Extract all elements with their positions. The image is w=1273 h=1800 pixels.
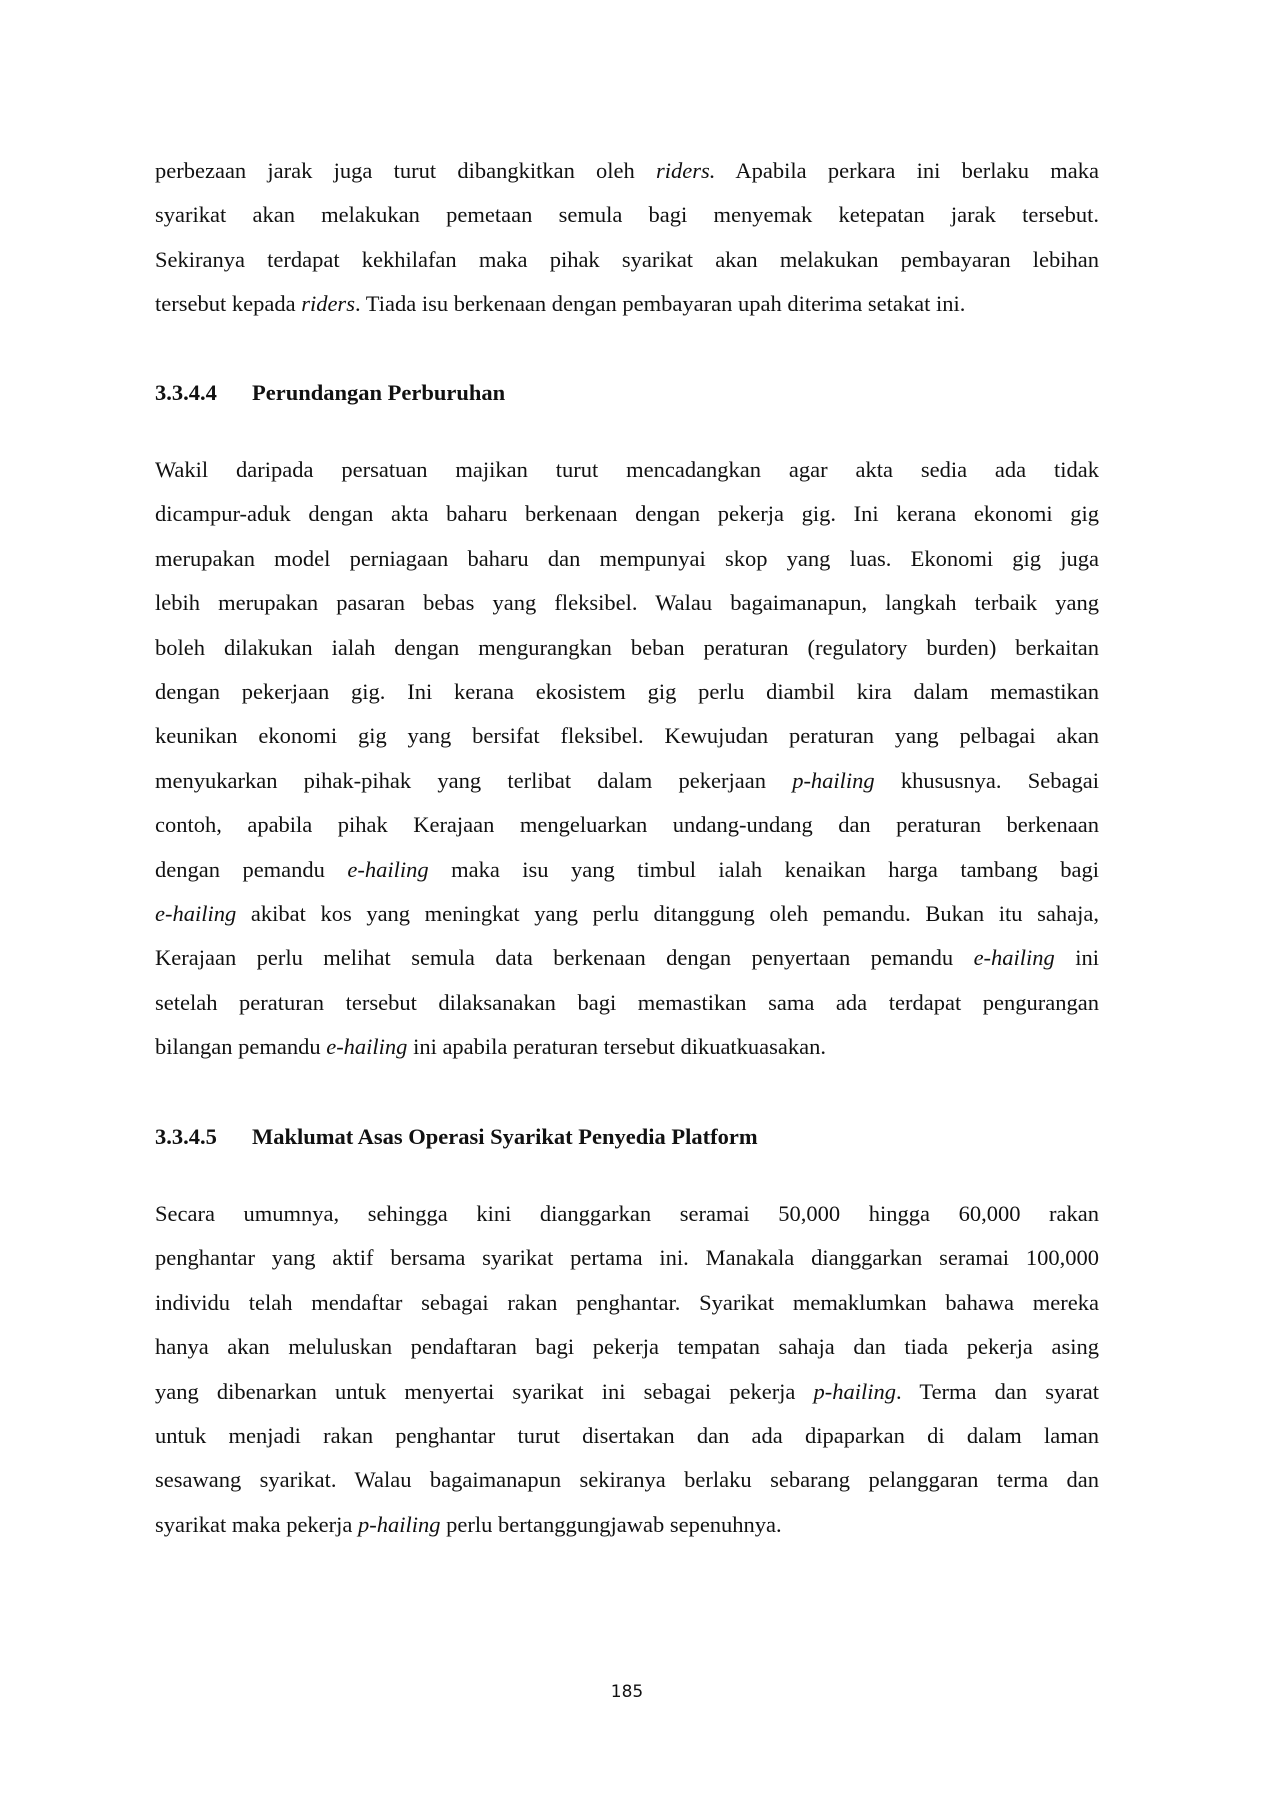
- text-line: [155, 1414, 1099, 1458]
- text-line: [155, 282, 1099, 326]
- text-line: [155, 581, 1099, 625]
- text-run: maka isu yang timbul ialah kenaikan harga tambang bagi: [428, 856, 1100, 882]
- text-line: [155, 149, 1099, 193]
- text-line: [155, 936, 1099, 980]
- italic-term: riders.: [656, 158, 716, 183]
- text-run: akibat kos yang meningkat yang perlu ditanggung oleh pemandu. Bukan itu sahaja,: [236, 900, 1099, 926]
- text-run: menyukarkan pihak-pihak yang terlibat dalam pekerjaan: [155, 767, 793, 793]
- paragraph-1: [155, 149, 1099, 327]
- text-line: [155, 1370, 1099, 1414]
- text-run: Apabila perkara ini berlaku maka: [715, 158, 1099, 183]
- italic-term: p-hailing: [792, 767, 875, 793]
- text-line: [155, 670, 1099, 714]
- section-number: 3.3.4.4: [155, 380, 217, 405]
- text-line: [155, 193, 1099, 237]
- text-line: [155, 1503, 1099, 1547]
- text-line: [155, 492, 1099, 536]
- text-run: syarikat maka pekerja: [155, 1511, 359, 1537]
- text-run: hanya akan meluluskan pendaftaran bagi pekerja tempatan sahaja dan tiada pekerja asing: [155, 1334, 1099, 1360]
- text-run: Kerajaan perlu melihat semula data berkenaan dengan penyertaan pemandu: [155, 945, 974, 971]
- text-run: contoh, apabila pihak Kerajaan mengeluarkan undang-undang dan peraturan berkenaan: [155, 812, 1099, 838]
- text-line: [155, 1025, 1099, 1069]
- text-run: Secara umumnya, sehingga kini dianggarkan seramai 50,000 hingga 60,000 rakan: [155, 1201, 1099, 1226]
- italic-term: e-hailing: [155, 900, 237, 926]
- paragraph-2: [155, 448, 1099, 1069]
- text-run: individu telah mendaftar sebagai rakan penghantar. Syarikat memaklumkan bahawa mereka: [155, 1289, 1099, 1315]
- text-run: khususnya. Sebagai: [874, 767, 1099, 793]
- section-title: Perundangan Perburuhan: [252, 380, 506, 405]
- text-run: bilangan pemandu: [155, 1034, 327, 1060]
- italic-term: riders: [301, 291, 355, 317]
- text-line: [155, 1281, 1099, 1325]
- section-number: 3.3.4.5: [155, 1124, 217, 1149]
- text-line: [155, 1236, 1099, 1280]
- text-run: keunikan ekonomi gig yang bersifat fleksibel. Kewujudan peraturan yang pelbagai akan: [155, 723, 1099, 749]
- text-line: [155, 759, 1099, 803]
- text-run: untuk menjadi rakan penghantar turut disertakan dan ada dipaparkan di dalam laman: [155, 1422, 1099, 1448]
- text-line: [155, 537, 1099, 581]
- text-line: [155, 626, 1099, 670]
- italic-term: e-hailing: [326, 1034, 408, 1060]
- text-line: [155, 803, 1099, 847]
- italic-term: p-hailing: [813, 1378, 897, 1404]
- paragraph-3: [155, 1192, 1099, 1547]
- text-line: [155, 448, 1099, 492]
- text-run: tersebut kepada: [155, 291, 302, 317]
- text-run: lebih merupakan pasaran bebas yang fleksibel. Walau bagaimanapun, langkah terbaik yang: [155, 590, 1099, 616]
- text-line: [155, 1458, 1099, 1502]
- text-run: penghantar yang aktif bersama syarikat pertama ini. Manakala dianggarkan seramai 100,000: [155, 1245, 1099, 1271]
- italic-term: p-hailing: [358, 1511, 441, 1537]
- text-run: . Terma dan syarat: [896, 1378, 1099, 1404]
- page-number: 185: [610, 1682, 644, 1702]
- section-heading-3-3-4-4: [155, 371, 505, 415]
- text-line: [155, 848, 1099, 892]
- text-run: Sekiranya terdapat kekhilafan maka pihak syarikat akan melakukan pembayaran lebihan: [155, 246, 1099, 272]
- text-run: . Tiada isu berkenaan dengan pembayaran upah diterima setakat ini.: [354, 291, 966, 317]
- section-title: Maklumat Asas Operasi Syarikat Penyedia Platform: [252, 1124, 758, 1149]
- text-run: Wakil daripada persatuan majikan turut mencadangkan agar akta sedia ada tidak: [155, 457, 1099, 482]
- text-line: [155, 1192, 1099, 1236]
- text-run: merupakan model perniagaan baharu dan mempunyai skop yang luas. Ekonomi gig juga: [155, 545, 1099, 571]
- text-line: [155, 1325, 1099, 1369]
- text-run: ini: [1054, 945, 1099, 971]
- italic-term: e-hailing: [347, 856, 429, 882]
- text-run: syarikat akan melakukan pemetaan semula bagi menyemak ketepatan jarak tersebut.: [155, 202, 1099, 228]
- text-run: dengan pemandu: [155, 856, 348, 882]
- text-line: [155, 238, 1099, 282]
- text-run: perbezaan jarak juga turut dibangkitkan oleh: [155, 158, 657, 183]
- italic-term: e-hailing: [973, 945, 1055, 971]
- text-run: dengan pekerjaan gig. Ini kerana ekosistem gig perlu diambil kira dalam memastikan: [155, 678, 1099, 704]
- text-run: setelah peraturan tersebut dilaksanakan bagi memastikan sama ada terdapat pengurangan: [155, 989, 1099, 1015]
- text-line: [155, 981, 1099, 1025]
- text-run: dicampur-aduk dengan akta baharu berkenaan dengan pekerja gig. Ini kerana ekonomi gig: [155, 501, 1099, 527]
- section-heading-3-3-4-5: [155, 1115, 758, 1159]
- text-run: sesawang syarikat. Walau bagaimanapun sekiranya berlaku sebarang pelanggaran terma dan: [155, 1467, 1099, 1493]
- text-run: boleh dilakukan ialah dengan mengurangkan beban peraturan (regulatory burden) berkaitan: [155, 634, 1099, 660]
- text-run: yang dibenarkan untuk menyertai syarikat ini sebagai pekerja: [155, 1378, 814, 1404]
- text-line: [155, 714, 1099, 758]
- text-line: [155, 892, 1099, 936]
- text-run: perlu bertanggungjawab sepenuhnya.: [440, 1511, 782, 1537]
- text-run: ini apabila peraturan tersebut dikuatkuasakan.: [407, 1034, 827, 1060]
